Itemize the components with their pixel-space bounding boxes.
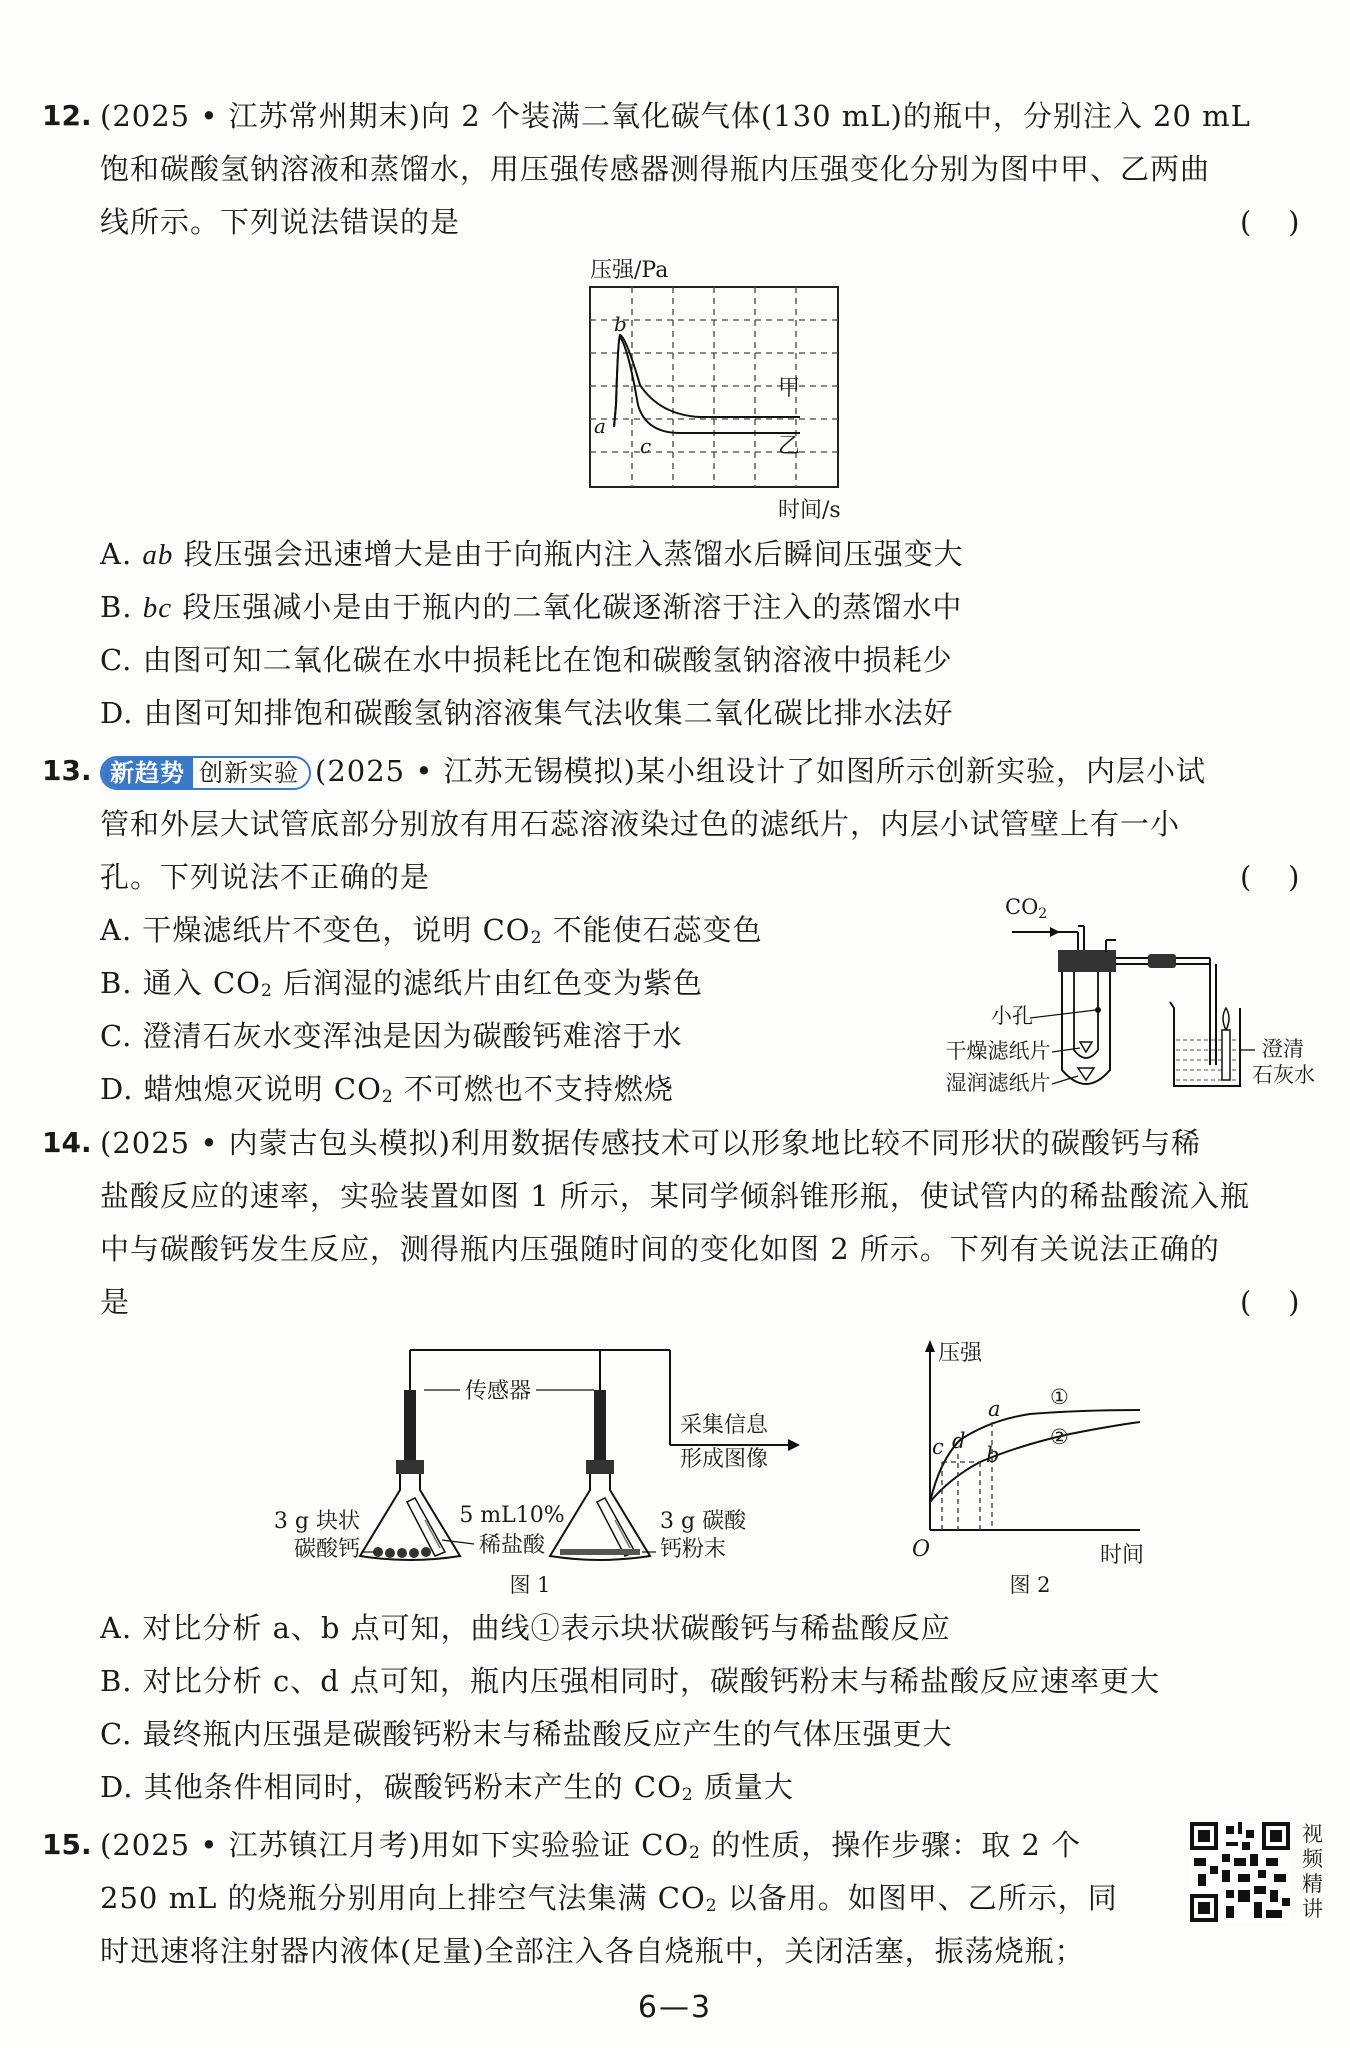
q14-point-d: d: [952, 1429, 966, 1453]
q14-sensor-label: 传感器: [464, 1379, 532, 1404]
q12-curve-jia-label: 甲: [778, 376, 801, 401]
q14-figure-2-caption: 图 2: [1009, 1573, 1051, 1597]
q14-figure-1-apparatus: [260, 1330, 820, 1600]
q13-apparatus-diagram: [910, 890, 1340, 1100]
q13-stem-line-3: 孔。下列说法不正确的是: [100, 860, 431, 894]
q13-small-hole-label: 小孔: [991, 1004, 1033, 1028]
q14-curve-2-label: ②: [1050, 1425, 1069, 1449]
q13-lime-water-label-1: 澄清: [1262, 1037, 1304, 1061]
q14-option-c[interactable]: C. 最终瓶内压强是碳酸钙粉末与稀盐酸反应产生的气体压强更大: [100, 1717, 953, 1751]
q14-stem-line-3: 中与碳酸钙发生反应，测得瓶内压强随时间的变化如图 2 所示。下列有关说法正确的: [100, 1232, 1220, 1266]
q12-stem-line-3: 线所示。下列说法错误的是: [100, 205, 461, 239]
q12-option-a[interactable]: A. ab 段压强会迅速增大是由于向瓶内注入蒸馏水后瞬间压强变大: [100, 537, 964, 571]
q14-left-label-2: 碳酸钙: [293, 1537, 360, 1562]
q13-co2-label: CO2: [1005, 895, 1048, 922]
q13-stem-line-2: 管和外层大试管底部分别放有用石蕊溶液染过色的滤纸片，内层小试管壁上有一小: [100, 807, 1181, 841]
q15-stem-line-2: 250 mL 的烧瓶分别用向上排空气法集满 $CO_2$ 以备用。如图甲、乙所示，同: [100, 1881, 1118, 1916]
q13-answer-bracket: ( ): [1240, 860, 1300, 894]
q14-stem-line-4: 是: [100, 1285, 131, 1319]
q14-option-d[interactable]: D. 其他条件相同时，碳酸钙粉末产生的 $CO_2$ 质量大: [100, 1770, 794, 1805]
q12-curve-yi-label: 乙: [778, 434, 801, 459]
q13-option-d[interactable]: D. 蜡烛熄灭说明 $CO_2$ 不可燃也不支持燃烧: [100, 1072, 674, 1107]
q13-lime-water-label-2: 石灰水: [1252, 1063, 1315, 1087]
q12-point-b: b: [614, 312, 627, 336]
question-number-14: 14.: [42, 1126, 92, 1159]
q12-stem-line-1: (2025 • 江苏常州期末)向 2 个装满二氧化碳气体(130 mL)的瓶中，分别注入 20 mL: [100, 99, 1251, 133]
question-number-13: 13.: [42, 754, 92, 787]
q14-stem-line-1: (2025 • 内蒙古包头模拟)利用数据传感技术可以形象地比较不同形状的碳酸钙与稀: [100, 1126, 1201, 1160]
q14-curve-1: [930, 1410, 1140, 1502]
q14-acid-label-1: 5 mL10%: [459, 1503, 565, 1528]
q14-curve-1-label: ①: [1050, 1385, 1069, 1409]
q12-option-d[interactable]: D. 由图可知排饱和碳酸氢钠溶液集气法收集二氧化碳比排水法好: [100, 696, 954, 730]
q13-wet-paper-label: 湿润滤纸片: [945, 1071, 1051, 1095]
q14-origin-label: O: [912, 1537, 931, 1562]
q14-point-b: b: [986, 1443, 1000, 1467]
q14-right-label-2: 钙粉末: [660, 1537, 727, 1562]
q12-point-c: c: [640, 434, 652, 458]
q14-x-axis-label: 时间: [1100, 1543, 1145, 1568]
q13-option-c[interactable]: C. 澄清石灰水变浑浊是因为碳酸钙难溶于水: [100, 1019, 683, 1053]
q12-x-axis-label: 时间/s: [778, 498, 841, 523]
q12-pressure-graph: [570, 255, 880, 525]
q13-option-a[interactable]: A. 干燥滤纸片不变色，说明 $CO_2$ 不能使石蕊变色: [100, 913, 763, 948]
q14-acid-label-2: 稀盐酸: [478, 1533, 546, 1558]
qr-code-icon[interactable]: [1190, 1822, 1290, 1922]
q14-option-a[interactable]: A. 对比分析 a、b 点可知，曲线①表示块状碳酸钙与稀盐酸反应: [100, 1611, 951, 1645]
q14-stem-line-2: 盐酸反应的速率，实验装置如图 1 所示，某同学倾斜锥形瓶，使试管内的稀盐酸流入瓶: [100, 1179, 1250, 1213]
question-number-12: 12.: [42, 99, 92, 132]
q14-answer-bracket: ( ): [1240, 1285, 1300, 1319]
q12-point-a: a: [594, 414, 606, 438]
q12-stem-line-2: 饱和碳酸氢钠溶液和蒸馏水，用压强传感器测得瓶内压强变化分别为图中甲、乙两曲: [100, 152, 1211, 186]
page-number: 6—3: [637, 1990, 713, 2025]
q12-answer-bracket: ( ): [1240, 205, 1300, 239]
q14-point-a: a: [988, 1397, 1001, 1421]
q14-y-axis-label: 压强: [938, 1341, 983, 1366]
q12-option-c[interactable]: C. 由图可知二氧化碳在水中损耗比在饱和碳酸氢钠溶液中损耗少: [100, 643, 953, 677]
q14-right-label-1: 3 g 碳酸: [660, 1509, 747, 1534]
q13-dry-paper-label: 干燥滤纸片: [945, 1039, 1051, 1063]
q15-stem-line-1: (2025 • 江苏镇江月考)用如下实验验证 $CO_2$ 的性质，操作步骤：取 2 个: [100, 1828, 1082, 1863]
q14-point-c: c: [932, 1435, 944, 1459]
q13-stem-line-1: 新趋势 创新实验 (2025 • 江苏无锡模拟)某小组设计了如图所示创新实验，内层小试: [100, 753, 1206, 790]
q14-figure-1-caption: 图 1: [509, 1573, 551, 1597]
q14-collect-label-1: 采集信息: [680, 1413, 769, 1438]
q12-y-axis-label: 压强/Pa: [590, 258, 669, 283]
q13-trend-tag: 新趋势 创新实验: [100, 756, 311, 790]
q14-left-label-1: 3 g 块状: [273, 1509, 360, 1534]
q15-stem-line-3: 时迅速将注射器内液体(足量)全部注入各自烧瓶中，关闭活塞，振荡烧瓶；: [100, 1934, 1085, 1968]
q14-option-b[interactable]: B. 对比分析 c、d 点可知，瓶内压强相同时，碳酸钙粉末与稀盐酸反应速率更大: [100, 1664, 1160, 1698]
qr-code-label: 视频精讲: [1302, 1822, 1323, 1921]
question-number-15: 15.: [42, 1828, 92, 1861]
q14-collect-label-2: 形成图像: [680, 1447, 769, 1472]
q14-figure-2-pressure-graph: [900, 1330, 1180, 1600]
q12-option-b[interactable]: B. bc 段压强减小是由于瓶内的二氧化碳逐渐溶于注入的蒸馏水中: [100, 590, 963, 624]
q12-curve-yi: [614, 337, 800, 433]
q13-option-b[interactable]: B. 通入 $CO_2$ 后润湿的滤纸片由红色变为紫色: [100, 966, 703, 1001]
